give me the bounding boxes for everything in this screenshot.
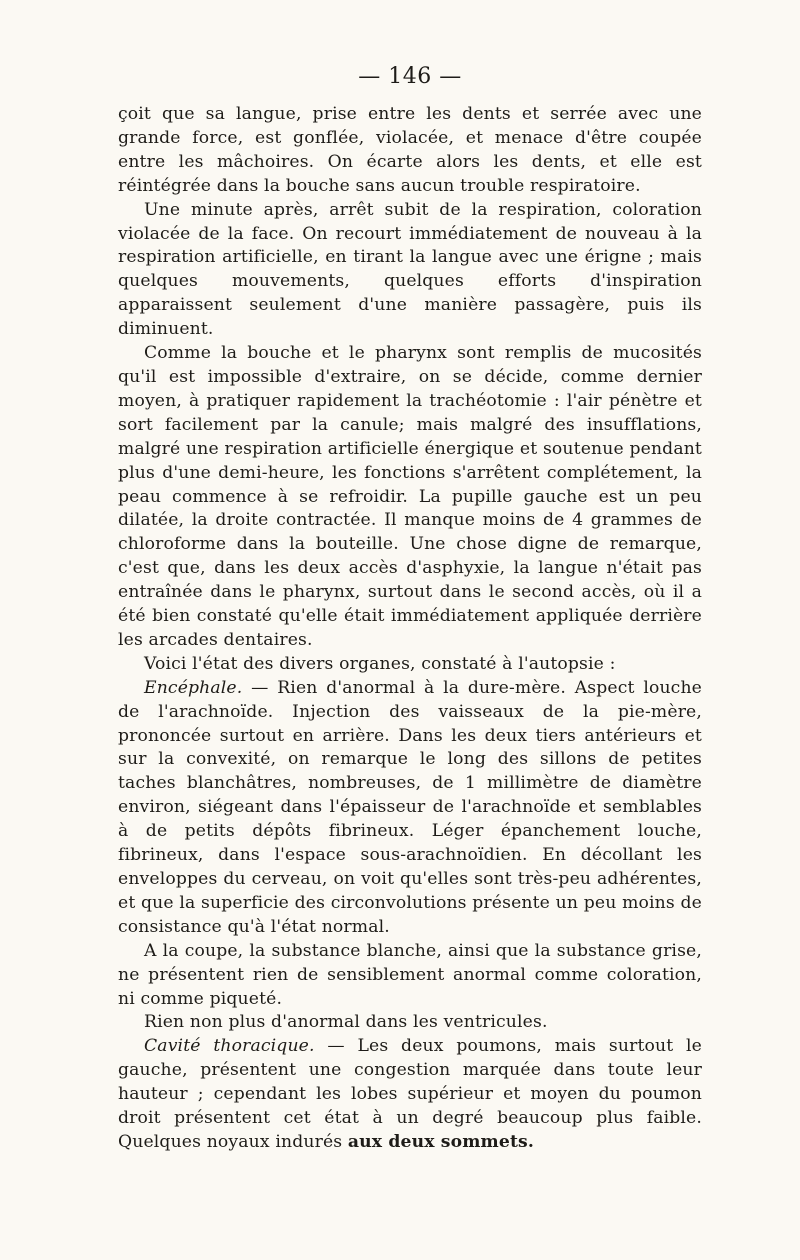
section-heading-cavite-thoracique: Cavité thoracique.	[144, 1036, 315, 1057]
page-body	[118, 103, 702, 1155]
paragraph-cavite-thoracique	[118, 1035, 702, 1155]
book-page	[118, 60, 702, 1200]
section-heading-encephale: Encéphale.	[144, 677, 243, 698]
paragraph-cavite-thoracique-tail: aux deux sommets.	[347, 1131, 535, 1152]
paragraph-continuation: çoit que sa langue, prise entre les dents et serrée avec une grande force, est gonflée, violacée, et menace d'être coupée entre les mâchoires. On écarte alors les dents, et elle est réintégrée dans la bouche sans aucun trouble respiratoire.	[118, 104, 702, 196]
paragraph-tracheotomy: Comme la bouche et le pharynx sont remplis de mucosités qu'il est impossible d'extraire, on se décide, comme dernier moyen, à pratiquer rapidement la trachéotomie : l'air pénètre et sort facilement par la canule; mais malgré des insufflations, malgré une respiration artificielle énergique et soutenue pendant plus d'une demi-heure, les fonctions s'arrêtent complétement, la peau commence à se refroidir. La pupille gauche est un peu dilatée, la droite contractée. Il manque moins de 4 grammes de chloroforme dans la bouteille. Une chose digne de remarque, c'est que, dans les deux accès d'asphyxie, la langue n'était pas entraînée dans le pharynx, surtout dans le second accès, où il a été bien constaté qu'elle était immédiatement appliquée derrière les arcades dentaires.	[118, 343, 702, 650]
paragraph-ventricules: Rien non plus d'anormal dans les ventricules.	[144, 1012, 548, 1033]
paragraph-coupe: A la coupe, la substance blanche, ainsi que la substance grise, ne présentent rien de sensiblement anormal comme coloration, ni comme piqueté.	[118, 940, 702, 1009]
paragraph-encephale	[118, 677, 702, 940]
paragraph-respiration-arrest: Une minute après, arrêt subit de la respiration, coloration violacée de la face. On recourt immédiatement de nouveau à la respiration artificielle, en tirant la langue avec une érigne ; mais quelques mouvements, quelques efforts d'inspiration apparaissent seulement d'une manière passagère, puis ils diminuent.	[118, 199, 702, 340]
paragraph-encephale-text: — Rien d'anormal à la dure-mère. Aspect louche de l'arachnoïde. Injection des vaisseaux de la pie-mère, prononcée surtout en arrière. Dans les deux tiers antérieurs et sur la convexité, on remarque le long des sillons de petites taches blanchâtres, nombreuses, de 1 millimètre de diamètre environ, siégeant dans l'épaisseur de l'arachnoïde et semblables à de petits dépôts fibrineux. Léger épanchement louche, fibrineux, dans l'espace sous-arachnoïdien. En décollant les enveloppes du cerveau, on voit qu'elles sont très-peu adhérentes, et que la superficie des circonvolutions présente un peu moins de consistance qu'à l'état normal.	[118, 677, 702, 937]
paragraph-autopsy-intro: Voici l'état des divers organes, constaté à l'autopsie :	[144, 653, 616, 674]
page-number: — 146 —	[358, 64, 462, 89]
paragraph-cavite-thoracique-text: — Les deux poumons, mais surtout le gauche, présentent une congestion marquée dans toute leur hauteur ; cependant les lobes supérieur et moyen du poumon droit présentent cet état à un degré beaucoup plus faible. Quelques noyaux indurés	[118, 1036, 702, 1152]
